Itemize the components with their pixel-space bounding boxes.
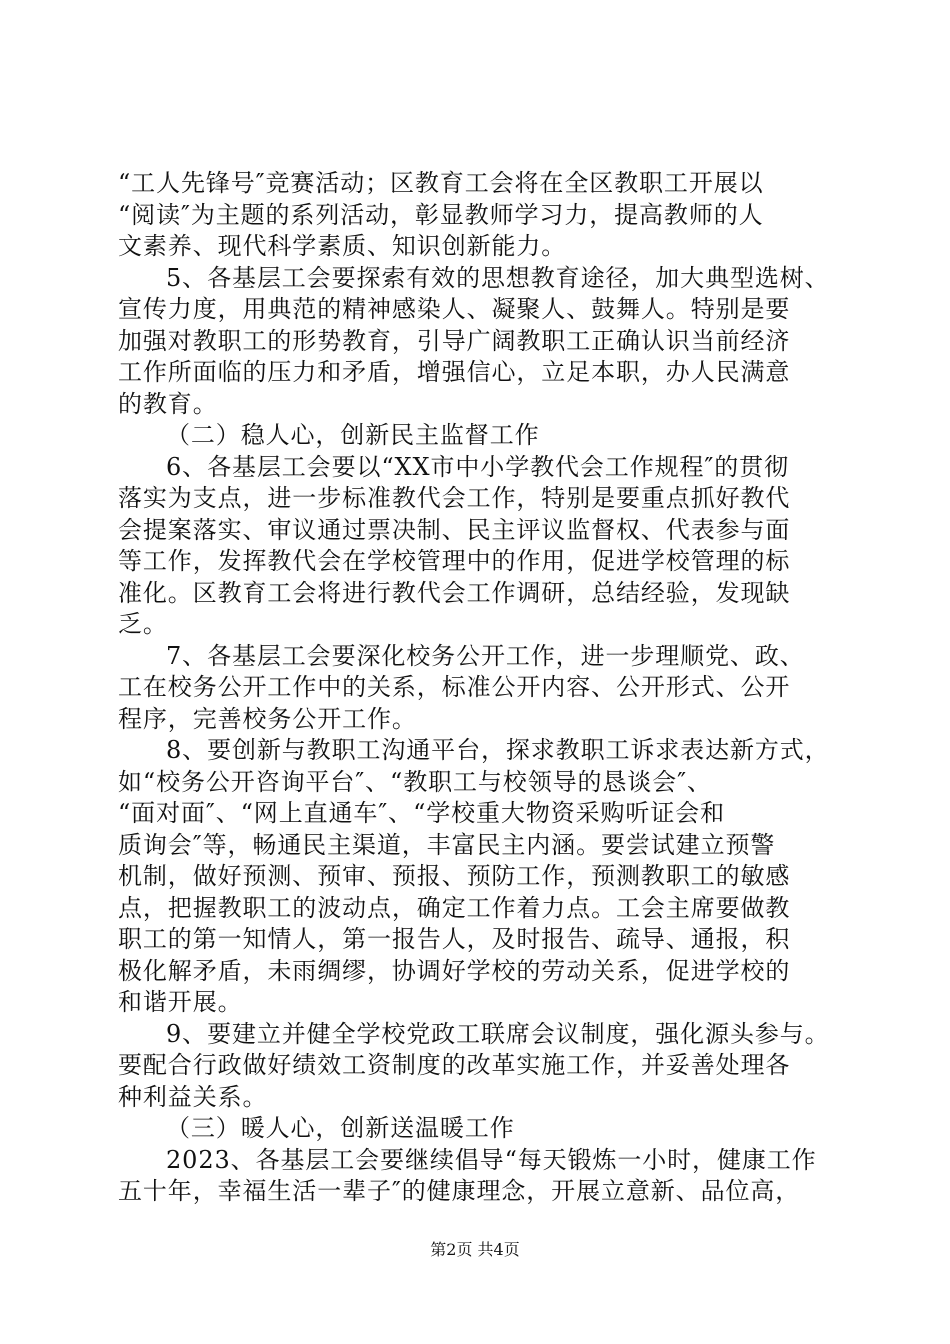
text-line: 工在校务公开工作中的关系，标准公开内容、公开形式、公开 <box>118 673 791 701</box>
paragraph-start-line: 6、各基层工会要以“XX市中小学教代会工作规程″的贯彻 <box>166 452 789 481</box>
text-line: 加强对教职工的形势教育，引导广阔教职工正确认识当前经济 <box>118 326 791 355</box>
text-line: 的教育。 <box>118 389 218 418</box>
body-text <box>118 168 838 1208</box>
text-line: 和谐开展。 <box>118 988 243 1016</box>
text-line: 如“校务公开咨询平台″、“教职工与校领导的恳谈会″、 <box>118 767 712 796</box>
text-line: 工作所面临的压力和矛盾，增强信心，立足本职，办人民满意 <box>118 358 791 386</box>
text-line: 机制，做好预测、预审、预报、预防工作，预测教职工的敏感 <box>118 862 791 890</box>
paragraph-start-line: 2023、各基层工会要继续倡导“每天锻炼一小时，健康工作 <box>166 1145 817 1174</box>
text-line: “面对面″、“网上直通车″、“学校重大物资采购听证会和 <box>118 799 726 827</box>
text-line: 宣传力度，用典范的精神感染人、凝聚人、鼓舞人。特别是要 <box>118 295 791 323</box>
text-line: 极化解矛盾，未雨绸缪，协调好学校的劳动关系，促进学校的 <box>118 956 791 985</box>
text-line: 点，把握教职工的波动点，确定工作着力点。工会主席要做教 <box>118 893 791 922</box>
section-heading: （三）暖人心，创新送温暖工作 <box>166 1114 515 1142</box>
section-heading: （二）稳人心，创新民主监督工作 <box>166 421 540 449</box>
paragraph-start-line: 9、要建立并健全学校党政工联席会议制度，强化源头参与。 <box>166 1019 830 1048</box>
paragraph-start-line: 8、要创新与教职工沟通平台，探求教职工诉求表达新方式， <box>166 736 830 764</box>
text-line: 准化。区教育工会将进行教代会工作调研，总结经验，发现缺 <box>118 578 791 607</box>
text-line: 要配合行政做好绩效工资制度的改革实施工作，并妥善处理各 <box>118 1051 791 1079</box>
text-line: 质询会″等，畅通民主渠道，丰富民主内涵。要尝试建立预警 <box>118 830 776 859</box>
paragraph-start-line: 5、各基层工会要探索有效的思想教育途径，加大典型选树、 <box>166 263 830 292</box>
text-line: “工人先锋号″竞赛活动；区教育工会将在全区教职工开展以 <box>118 169 764 197</box>
text-line: 五十年，幸福生活一辈子″的健康理念，开展立意新、品位高， <box>118 1177 801 1205</box>
text-line: 程序，完善校务公开工作。 <box>118 704 417 733</box>
text-line: 文素养、现代科学素质、知识创新能力。 <box>118 232 567 260</box>
text-line: 乏。 <box>118 610 168 638</box>
paragraph-start-line: 7、各基层工会要深化校务公开工作，进一步理顺党、政、 <box>166 641 805 670</box>
text-line: 种利益关系。 <box>118 1082 268 1111</box>
text-line: 等工作，发挥教代会在学校管理中的作用，促进学校管理的标 <box>118 547 791 575</box>
text-line: 职工的第一知情人，第一报告人，及时报告、疏导、通报，积 <box>118 925 791 953</box>
text-line: 会提案落实、审议通过票决制、民主评议监督权、代表参与面 <box>118 515 791 544</box>
text-line: “阅读″为主题的系列活动，彰显教师学习力，提高教师的人 <box>118 200 764 229</box>
page-number-footer: 第2页 共4页 <box>430 1240 520 1259</box>
text-line: 落实为支点，进一步标准教代会工作，特别是要重点抓好教代 <box>118 484 791 512</box>
